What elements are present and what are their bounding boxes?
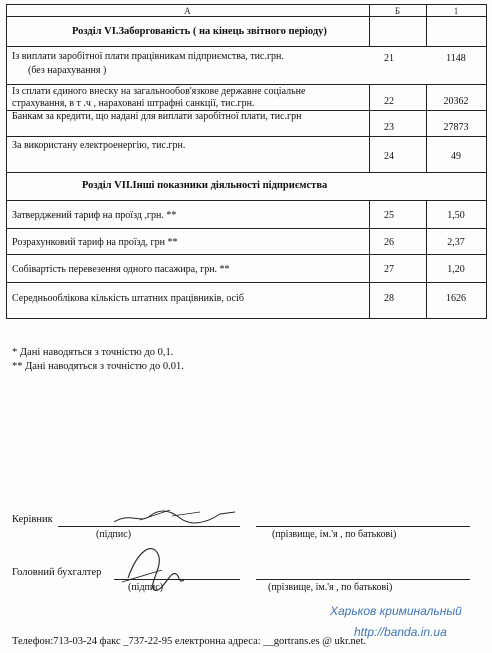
row-25-code: 25: [384, 210, 394, 221]
head-label: Керівник: [12, 514, 53, 525]
row-22-code: 22: [384, 96, 394, 107]
row-24-label: За використану електроенергію, тис.грн.: [12, 140, 186, 151]
section-6-title: Розділ VI.Заборгованість ( на кінець звітного періоду): [72, 26, 327, 37]
watermark-url: http://banda.in.ua: [354, 625, 447, 639]
section-7-title: Розділ VII.Інші показники діяльності підприємства: [82, 180, 328, 191]
row-25-value: 1,50: [447, 210, 465, 221]
watermark-title: Харьков криминальный: [330, 604, 462, 618]
row-23-value: 27873: [443, 122, 469, 133]
row-24-value: 49: [451, 151, 461, 162]
column-header-a: A: [184, 6, 191, 16]
row-21-value: 1148: [446, 53, 466, 64]
row-26-value: 2,37: [447, 237, 465, 248]
row-28-code: 28: [384, 293, 394, 304]
row-21-label: Із виплати заробітної плати працівникам підприємства, тис.грн.: [12, 51, 284, 62]
column-header-b: Б: [394, 6, 401, 16]
row-27-code: 27: [384, 264, 394, 275]
accountant-name-caption: (прізвище, ім.'я , по батькові): [268, 582, 393, 593]
row-21-code: 21: [384, 53, 394, 64]
indicators-table: [6, 4, 487, 319]
row-26-code: 26: [384, 237, 394, 248]
row-22-label-line2: страхування, в т .ч , нараховані штрафні санкції, тис.грн.: [12, 98, 255, 109]
footnote-1: * Дані наводяться з точністю до 0,1.: [12, 347, 174, 358]
footnotes: [12, 346, 184, 374]
contact-footer: Телефон:713-03-24 факс _737-22-95 електронна адреса: __gortrans.es @ ukr.net.: [12, 636, 366, 647]
row-22-label: Із сплати єдиного внеску на загальнообов'язкове державне соціальне: [12, 86, 306, 97]
row-28-value: 1626: [446, 293, 466, 304]
row-22-value: 20362: [443, 96, 469, 107]
footnote-2: ** Дані наводяться з точністю до 0.01.: [12, 361, 184, 372]
row-21-label-line2: (без нарахування ): [28, 65, 107, 76]
row-26-label: Розрахунковий тариф на проїзд, грн **: [12, 237, 178, 248]
row-24-code: 24: [384, 151, 394, 162]
column-header-c: 1: [453, 6, 459, 16]
head-sign-caption: (підпис): [96, 529, 132, 540]
row-27-value: 1,20: [447, 264, 465, 275]
row-23-code: 23: [384, 122, 394, 133]
row-25-label: Затверджений тариф на проїзд ,грн. **: [12, 210, 177, 221]
accountant-label: Головний бухгалтер: [12, 567, 102, 578]
row-27-label: Собівартість перевезення одного пасажира, грн. **: [12, 264, 230, 275]
row-23-label: Банкам за кредити, що надані для виплати заробітної плати, тис.грн: [12, 111, 302, 122]
head-signature-scribble: [110, 506, 240, 528]
accountant-sign-caption: (підпис): [128, 582, 164, 593]
head-name-caption: (прізвище, ім.'я , по батькові): [272, 529, 397, 540]
row-28-label: Середньооблікова кількість штатних працівників, осіб: [12, 293, 244, 304]
